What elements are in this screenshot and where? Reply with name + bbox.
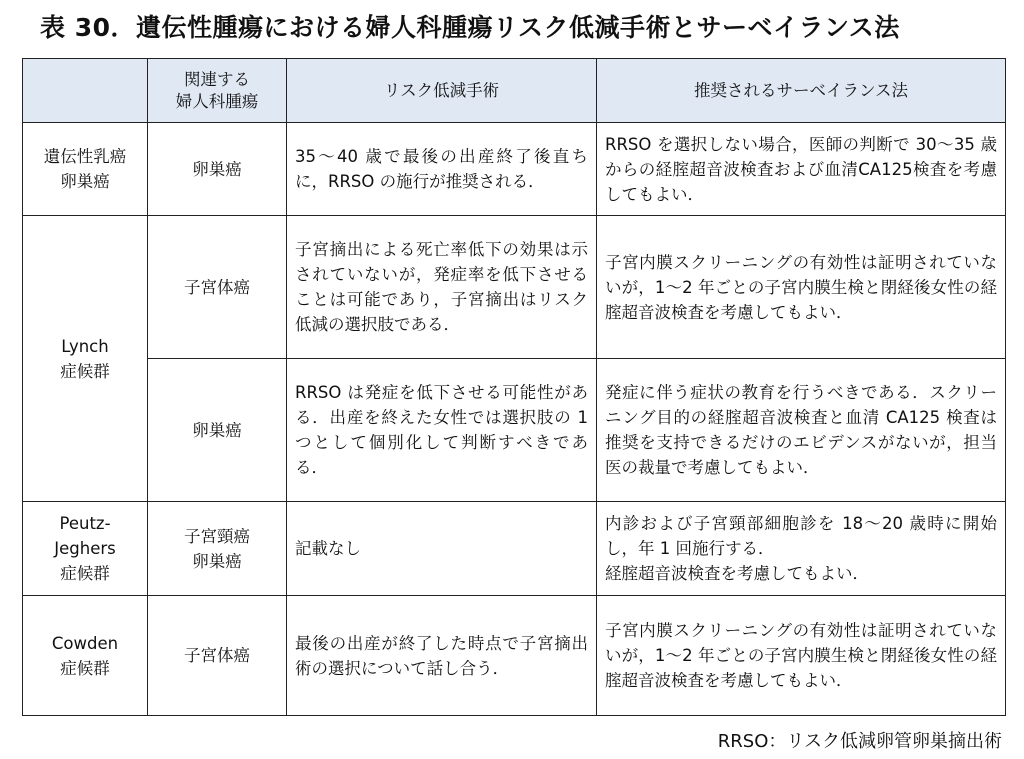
table-row xyxy=(23,123,1006,216)
organ-cell xyxy=(148,502,287,596)
organ-name: 子宮体癌 xyxy=(184,277,250,297)
header-risk-reduction: リスク低減手術 xyxy=(287,59,597,123)
table-row xyxy=(23,596,1006,716)
surveillance-cell: 子宮内膜スクリーニングの有効性は証明されていないが，1～2 年ごとの子宮内膜生検と閉経後女性の経腟超音波検査を考慮してもよい． xyxy=(597,216,1006,359)
table-row xyxy=(23,216,1006,359)
syndrome-name: Cowden 症候群 xyxy=(51,633,119,678)
syndrome-cell xyxy=(23,596,148,716)
syndrome-name: Lynch 症候群 xyxy=(60,336,110,381)
surveillance-cell xyxy=(597,502,1006,596)
organ-cell xyxy=(148,359,287,502)
table-row xyxy=(23,359,1006,502)
risk-reduction-cell: 子宮摘出による死亡率低下の効果は示されていないが，発症率を低下させることは可能であり，子宮摘出はリスク低減の選択肢である． xyxy=(287,216,597,359)
risk-reduction-table xyxy=(22,58,1006,716)
table-header-row xyxy=(23,59,1006,123)
risk-reduction-cell: 35～40 歳で最後の出産終了後直ちに，RRSO の施行が推奨される． xyxy=(287,123,597,216)
organ-name: 子宮体癌 xyxy=(184,646,250,665)
header-organ xyxy=(148,59,287,123)
organ-name: 卵巣癌 xyxy=(192,420,242,440)
header-syndrome xyxy=(23,59,148,123)
header-organ-text: 関連する 婦人科腫瘍 xyxy=(175,69,259,111)
syndrome-cell xyxy=(23,502,148,596)
surveillance-text: 内診および子宮頸部細胞診を 18～20 歳時に開始し，年 1 回施行する． 経腟超音波検査を考慮してもよい． xyxy=(605,514,997,583)
page-title: 表 30．遺伝性腫瘍における婦人科腫瘍リスク低減手術とサーベイランス法 xyxy=(40,13,900,42)
organ-cell xyxy=(148,596,287,716)
risk-reduction-cell: 最後の出産が終了した時点で子宮摘出術の選択について話し合う． xyxy=(287,596,597,716)
organ-cell xyxy=(148,123,287,216)
organ-name: 卵巣癌 xyxy=(192,159,242,179)
surveillance-cell: 子宮内膜スクリーニングの有効性は証明されていないが，1～2 年ごとの子宮内膜生検と閉経後女性の経腟超音波検査を考慮してもよい． xyxy=(597,596,1006,716)
risk-reduction-table-container xyxy=(22,58,1005,716)
risk-reduction-cell: 記載なし xyxy=(287,502,597,596)
syndrome-cell xyxy=(23,216,148,502)
syndrome-name: Peutz- Jeghers 症候群 xyxy=(54,514,116,583)
organ-cell xyxy=(148,216,287,359)
risk-reduction-cell: RRSO は発症を低下させる可能性がある．出産を終えた女性では選択肢の 1 つとして個別化して判断すべきである． xyxy=(287,359,597,502)
organ-name: 子宮頸癌 卵巣癌 xyxy=(184,526,250,571)
table-row xyxy=(23,502,1006,596)
header-surveillance: 推奨されるサーベイランス法 xyxy=(597,59,1006,123)
syndrome-cell xyxy=(23,123,148,216)
surveillance-cell: RRSO を選択しない場合，医師の判断で 30～35 歳からの経腟超音波検査および血清CA125検査を考慮してもよい． xyxy=(597,123,1006,216)
footnote: RRSO：リスク低減卵管卵巣摘出術 xyxy=(717,731,1002,752)
syndrome-name: 遺伝性乳癌 卵巣癌 xyxy=(43,147,127,191)
surveillance-cell: 発症に伴う症状の教育を行うべきである．スクリーニング目的の経腟超音波検査と血清 CA125 検査は推奨を支持できるだけのエビデンスがないが，担当医の裁量で考慮してもよい． xyxy=(597,359,1006,502)
